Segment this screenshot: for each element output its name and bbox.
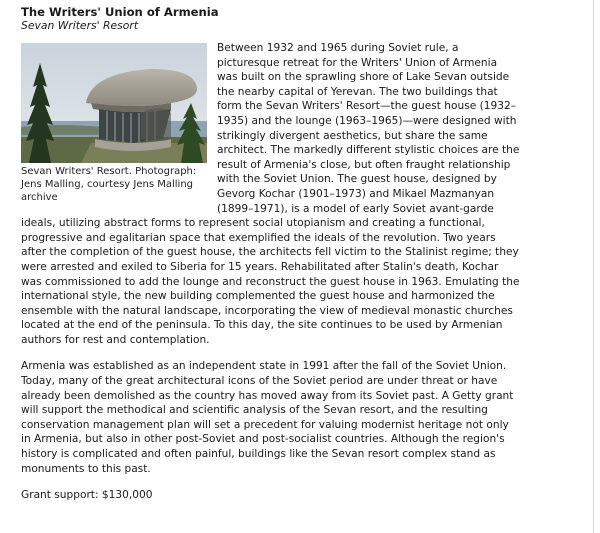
grant-support: Grant support: $130,000 (21, 489, 153, 502)
page-edge-divider (593, 0, 594, 533)
figure-caption: Sevan Writers' Resort. Photograph: Jens Malling, courtesy Jens Malling archive (21, 166, 197, 204)
paragraph: Between 1932 and 1965 during Soviet rule, a picturesque retreat for the Writers' Union of Armenia was built on the sprawling shore of Lake Sevan outside the nearby capital of Yerevan. The two buildings that form the Sevan Writers' Resort—the guest house (1932–1935) and the lounge (1963–1965)—were designed with strikingly divergent aesthetics, but share the same architect. The markedly different stylistic choices are the result of Armenia's close, but often fraught relationship with the Soviet Union. The guest house, designed by Gevorg Kochar (1901–1973) and Mikael Mazmanyan (1899–1971), is a model of early Soviet avant-garde ideals, utilizing abstract forms to represent social utopianism and creating a functional, progressive and egalitarian space that exemplified the ideals of the revolution. Two years after the completion of the guest house, the architects fell victim to the Stalinist regime; they were arrested and exiled to Siberia for 15 years. Rehabilitated after Stalin's death, Kochar was commissioned to add the lounge and reconstruct the guest house in 1963. Emulating the international style, the new building complemented the guest house and harmonized the ensemble with the natural landscape, incorporating the view of medieval monastic churches located at the end of the peninsula. To this day, the site continues to be used by Armenian authors for rest and contemplation. (21, 42, 520, 346)
paragraph: Armenia was established as an independent state in 1991 after the fall of the Soviet Union. Today, many of the great architectural icons of the Soviet period are under threat or have already been demolished as the country has moved away from its Soviet past. A Getty grant will support the methodical and scientific analysis of the Sevan resort, and the resulting conservation management plan will set a precedent for valuing modernist heritage not only in Armenia, but also in other post-Soviet and post-socialist countries. Although the region's history is complicated and often painful, buildings like the Sevan resort complex stand as monuments to this past. (21, 360, 514, 475)
page-subtitle: Sevan Writers' Resort (21, 19, 139, 32)
resort-photo (21, 43, 207, 163)
figure (21, 43, 207, 205)
article (21, 5, 521, 503)
page-title: The Writers' Union of Armenia (21, 5, 219, 19)
article-body (21, 41, 521, 476)
